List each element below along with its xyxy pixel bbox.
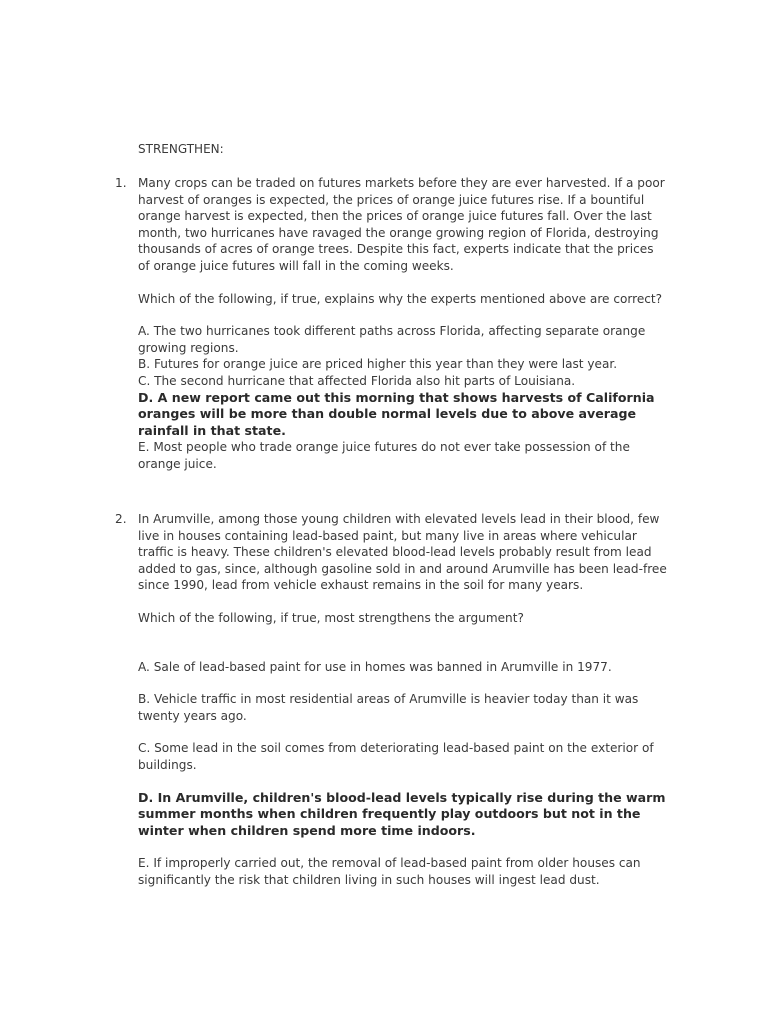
question-2-option-a: A. Sale of lead-based paint for use in homes was banned in Arumville in 1977. — [138, 659, 612, 674]
question-1 — [138, 175, 668, 473]
question-2-option-e: E. If improperly carried out, the removal of lead-based paint from older houses can significantly the risk that children living in such houses will ingest lead dust. — [138, 856, 641, 887]
question-2-prompt: Which of the following, if true, most strengthens the argument? — [138, 610, 524, 625]
question-2-option-d: D. In Arumville, children's blood-lead levels typically rise during the warm summer months when children frequently play outdoors but not in the winter when children spend more time indoors. — [138, 789, 666, 838]
question-2-stem: In Arumville, among those young children with elevated levels lead in their blood, few live in houses containing lead-based paint, but many live in areas where vehicular traffic is heavy. These children's elevated blood-lead levels probably result from lead added to gas, since, although gasoline sold in and around Arumville has been lead-free since 1990, lead from vehicle exhaust remains in the soil for many years. — [138, 512, 667, 593]
question-2-number: 2. — [115, 512, 127, 526]
question-1-prompt: Which of the following, if true, explains why the experts mentioned above are correct? — [138, 291, 663, 306]
question-1-option-a: A. The two hurricanes took different paths across Florida, affecting separate orange growing regions. — [138, 324, 646, 355]
question-1-option-c: C. The second hurricane that affected Florida also hit parts of Louisiana. — [138, 373, 576, 388]
question-1-stem: Many crops can be traded on futures markets before they are ever harvested. If a poor harvest of oranges is expected, the prices of orange juice futures rise. If a bountiful orange harvest is expected, then the prices of orange juice futures fall. Over the last month, two hurricanes have ravaged the orange growing region of Florida, destroying thousands of acres of orange trees. Despite this fact, experts indicate that the prices of orange juice futures will fall in the coming weeks. — [138, 176, 665, 273]
question-2 — [138, 511, 668, 889]
question-1-option-d: D. A new report came out this morning that shows harvests of California oranges will be more than double normal levels due to above average rainfall in that state. — [138, 389, 655, 438]
question-2-option-b: B. Vehicle traffic in most residential areas of Arumville is heavier today than it was twenty years ago. — [138, 692, 639, 723]
question-1-option-b: B. Futures for orange juice are priced higher this year than they were last year. — [138, 357, 618, 372]
section-title: STRENGTHEN: — [138, 142, 224, 156]
question-2-option-c: C. Some lead in the soil comes from deteriorating lead-based paint on the exterior of buildings. — [138, 741, 654, 772]
question-1-number: 1. — [115, 176, 127, 190]
question-1-option-e: E. Most people who trade orange juice futures do not ever take possession of the orange juice. — [138, 440, 630, 471]
